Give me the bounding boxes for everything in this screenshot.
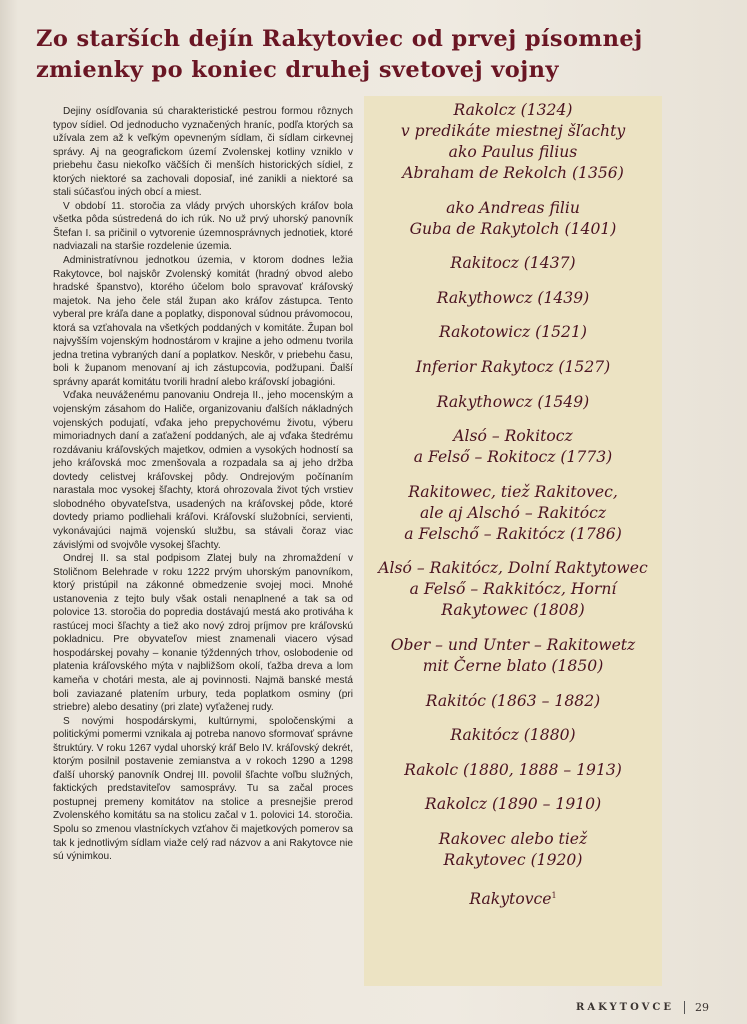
running-title: RAKYTOVCE (576, 1002, 674, 1013)
historical-name-line: v predikáte miestnej šľachty (400, 122, 626, 140)
historical-name-entry (364, 322, 662, 343)
footer-divider (684, 1001, 685, 1014)
historical-name-line: ako Paulus filius (448, 143, 578, 161)
historical-name-line: Rakovec alebo tiež (438, 829, 588, 848)
historical-name-line: Rakitóc (1863 – 1882) (425, 691, 601, 710)
footnote-marker: 1 (551, 890, 557, 900)
historical-name-line: Rakolcz (1324) (453, 101, 573, 119)
historical-name-entry (364, 829, 662, 871)
historical-name-line: mit Černe blato (1850) (422, 656, 604, 675)
body-paragraph: Administratívnou jednotkou územia, v ktorom dodnes ležia Rakytovce, bol najskôr Zvolenský komitát (hradný obvod alebo hradské španstvo), ktorého účelom bolo spravovať kráľovský majetok. Na jeho čele stál župan ako kráľov zástupca. Tento vyberal pre kráľa dane a poplatky, disponoval súdnou právomocou, ktorá sa vzťahovala na všetkých poddaných v komitáte. Župan bol najvyšším vojenským hodnostárom v krajine a jeho odmenu tvorila jedna tretina vybraných daní a poplatkov. Neskôr, v priebehu času, boli k županom menovaní aj ich zástupcovia, podžupani. Ďalší správny aparát komitátu tvorili hradní alebo kráľovskí jobagióni. (53, 255, 353, 388)
historical-name-line: Rakitócz (1880) (450, 726, 576, 745)
page-title-line-2: zmienky po koniec druhej svetovej vojny (36, 57, 559, 83)
historical-name-line: ale aj Alschó – Rakitócz (419, 503, 607, 522)
page-title (36, 24, 676, 86)
article-body (53, 105, 353, 864)
historical-name-entry (364, 288, 662, 309)
historical-name-line (364, 885, 662, 910)
historical-name-entry (364, 100, 662, 184)
historical-name-line: a Felső – Rakkitócz, Horní (409, 580, 617, 599)
page-number: 29 (695, 1001, 709, 1014)
historical-name-entry (364, 392, 662, 413)
historical-name-entry (364, 482, 662, 545)
historical-name-entry (364, 558, 662, 621)
historical-name-entry (364, 426, 662, 468)
historical-name-line: Rakitocz (1437) (450, 254, 576, 273)
historical-name-line: Alsó – Rokitocz (453, 427, 573, 446)
historical-name-entry (364, 885, 662, 910)
historical-name-line: Abraham de Rekolch (1356) (402, 164, 624, 182)
historical-name-line: Guba de Rakytolch (1401) (409, 219, 617, 238)
body-paragraph: S novými hospodárskymi, kultúrnymi, spoločenskými a politickými pomermi vznikala aj potreba nanovo sformovať správne štruktúry. V roku 1267 vydal uhorský kráľ Belo IV. kráľovský dekrét, ktorým posilnil postavenie zemianstva a v rokoch 1290 a 1298 ďalší uhorský panovník Ondrej III. povolil šľachte voľbu služných, faktických predstaviteľov samosprávy. Tu sa začal proces postupnej premeny komitátov na stolice a presnejšie prerod Zvolenského komitátu sa na stolicu začal v 1. polovici 14. storočia. Spolu so zmenou vlastníckych vzťahov či majetkových pomerov sa tak k jednotlivým sídlam viaže celý rad názvov a ani Rakytovce nie sú výnimkou. (53, 715, 353, 863)
historical-name-current: Rakytovce (469, 889, 552, 908)
historical-name-line: ako Andreas filiu (446, 198, 580, 217)
historical-names-list (364, 100, 662, 923)
historical-name-entry (364, 253, 662, 274)
historical-name-entry (364, 691, 662, 712)
historical-name-entry (364, 794, 662, 815)
page-footer (576, 1001, 709, 1014)
historical-name-line: Rakitowec, tiež Rakitovec, (408, 482, 618, 501)
historical-name-entry (364, 635, 662, 677)
historical-name-entry (364, 357, 662, 378)
historical-name-line: a Felschő – Rakitócz (1786) (404, 524, 622, 543)
historical-name-line: Rakythowcz (1439) (436, 288, 590, 307)
historical-name-entry (364, 760, 662, 781)
historical-name-entry (364, 198, 662, 240)
historical-name-line: Rakotowicz (1521) (439, 323, 587, 342)
page-title-line-1: Zo starších dejín Rakytoviec od prvej písomnej (36, 26, 643, 52)
historical-name-line: Inferior Rakytocz (1527) (415, 357, 611, 376)
historical-name-line: Rakythowcz (1549) (436, 392, 590, 411)
historical-name-line: Rakytovec (1920) (443, 850, 583, 869)
body-paragraph: V období 11. storočia za vlády prvých uhorských kráľov bola všetka pôda sústredená do ich rúk. No už prvý uhorský panovník Štefan I. sa pričinil o vytvorenie územnosprávnych jednotiek, ktoré nadviazali na staršie rozdelenie územia. (53, 200, 353, 253)
historical-name-line: Rakolc (1880, 1888 – 1913) (404, 760, 622, 779)
historical-name-line: a Felső – Rokitocz (1773) (413, 448, 613, 467)
body-paragraph: Dejiny osídľovania sú charakteristické pestrou formou rôznych typov sídiel. Od jednoducho vyznačených hraníc, podľa ktorých sa užívala zem až k veľkým opevneným sídlam, či sídlam cirkevnej správy. Aj na geografickom území Zvolenskej kotliny vzniklo v priebehu času niekoľko väčších či menších historických sídiel, z ktorých niektoré sa zachovali doposiaľ, iné zanikli a niektoré sa stali súčasťou iných obcí a miest. (53, 106, 353, 199)
historical-name-line: Rakytowec (1808) (441, 601, 585, 620)
historical-name-line: Ober – und Unter – Rakitowetz (390, 635, 636, 654)
historical-name-entry (364, 725, 662, 746)
body-paragraph: Ondrej II. sa stal podpisom Zlatej buly na zhromaždení v Stoličnom Belehrade v roku 1222 prvým uhorským panovníkom, ktorý pristúpil na zákonné obmedzenie svojej moci. Mnohé ustanovenia z tejto buly však ostali nenaplnené a tak sa od polovice 13. storočia do popredia dostávajú mestá ako protiváha k rastúcej moci šľachty a tiež ako nový zdroj príjmov pre kráľovskú pokladnicu. Pre obyvateľov miest znamenali viacero výsad hospodárskej povahy – konanie týždenných trhov, oslobodenie od platenia kráľovského mýta v najbližšom okolí, ťažba dreva a lom kameňa v chotári mesta, ale aj povinnosti. Najmä banské mestá boli zaviazané platením urbury, teda poplatkom osminy (pri striebre) alebo desatiny (pri zlate) vyťaženej rudy. (53, 553, 353, 714)
historical-name-line: Alsó – Rakitócz, Dolní Raktytowec (378, 559, 648, 578)
body-paragraph: Vďaka neuváženému panovaniu Ondreja II., jeho mocenským a vojenským zásahom do Haliče, organizovaniu ďalších nákladných vojenských podujatí, vďaka jeho prepychovému životu, výberu mimoriadnych daní a zaťažení poddaných, ale aj vďaka štedrému rozdávaniu kráľovských majetkov, odmien a vysokých hodností sa jeho kráľovská moc zmenšovala a rozpadala sa aj jeho držba dovtedy celistvej kráľovskej pôdy. Ondrejovým počínaním narastala moc vysokej šľachty, ktorá ohrozovala život tých vrstiev slobodného obyvateľstva, usadených na kráľovskej pôde, ktoré dovtedy priamo podliehali kráľovi. Kráľovskí služobníci, servienti, vykonávajúci najmä vojenskú službu, sa stávali čoraz viac závislými od svojvôle vysokej šľachty. (53, 390, 353, 551)
historical-name-line: Rakolcz (1890 – 1910) (424, 795, 602, 814)
